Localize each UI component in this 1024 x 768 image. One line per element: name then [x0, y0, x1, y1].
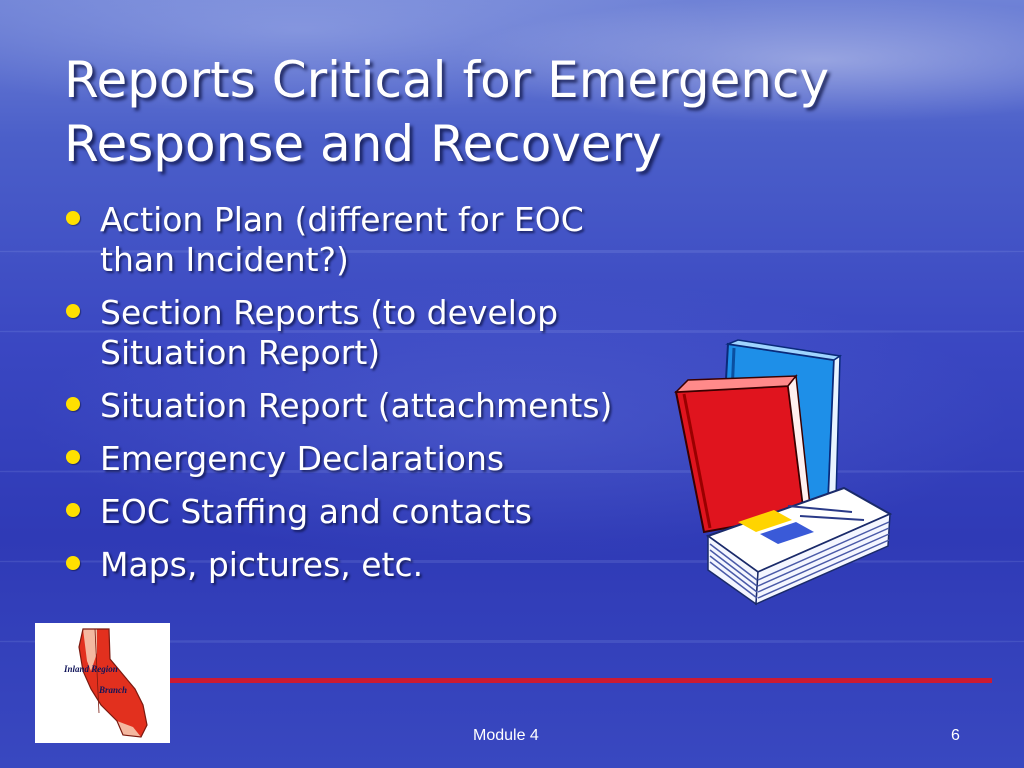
- footer-accent-line: [170, 678, 992, 683]
- bullet-item: [64, 293, 640, 373]
- binders-and-papers-icon: [668, 336, 900, 608]
- bullet-text: EOC Staffing and contacts: [100, 492, 532, 531]
- bullet-item: [64, 492, 664, 532]
- slide-number: 6: [951, 727, 960, 744]
- bullet-text: Emergency Declarations: [100, 439, 505, 478]
- bullet-dot-icon: [66, 503, 80, 517]
- bullet-item: [64, 386, 664, 426]
- bullet-text: Situation Report (attachments): [100, 386, 613, 425]
- bullet-dot-icon: [66, 211, 80, 225]
- logo-text-inland-region: Inland Region: [64, 664, 118, 674]
- bullet-item: [64, 439, 664, 479]
- bullet-dot-icon: [66, 304, 80, 318]
- bullet-text: Section Reports (to develop Situation Report): [100, 293, 559, 372]
- slide-title: Reports Critical for Emergency Response and Recovery: [64, 51, 830, 173]
- bullet-text: Maps, pictures, etc.: [100, 545, 424, 584]
- bullet-dot-icon: [66, 556, 80, 570]
- bullet-text: Action Plan (different for EOC than Incident?): [100, 200, 584, 279]
- footer-module: Module 4: [473, 727, 539, 744]
- bullet-item: [64, 545, 664, 585]
- bullet-dot-icon: [66, 450, 80, 464]
- bullet-list: [64, 200, 664, 598]
- logo-text-branch: Branch: [99, 685, 128, 695]
- bullet-dot-icon: [66, 397, 80, 411]
- california-map-icon: [35, 623, 170, 743]
- bullet-item: [64, 200, 640, 280]
- inland-region-logo: [35, 623, 170, 743]
